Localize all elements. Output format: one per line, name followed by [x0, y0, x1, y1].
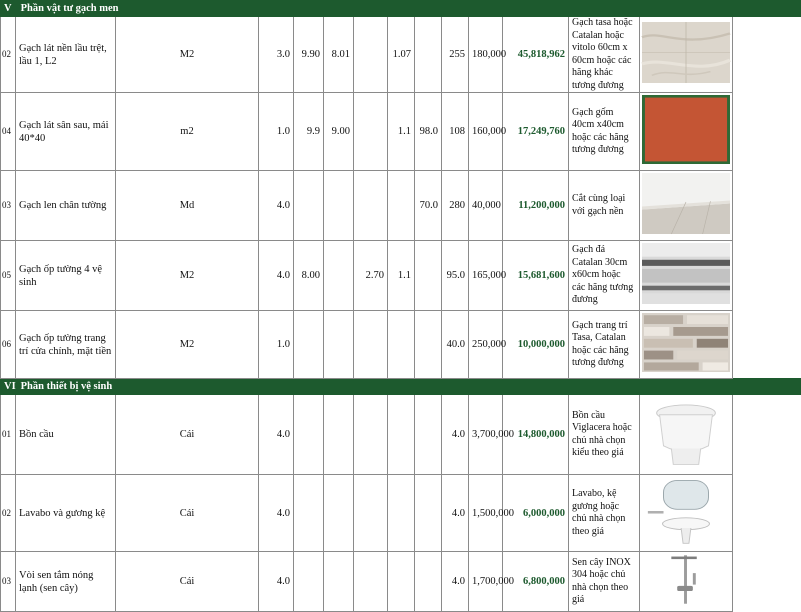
section-title-cell: [1, 1, 801, 17]
item-unit: Md: [116, 171, 259, 241]
item-number: 04: [1, 93, 16, 171]
material-note: Gạch gốm 40cm x40cm hoặc các hãng tương đương: [569, 93, 640, 171]
material-note: Gạch tasa hoặc Catalan hoặc vitolo 60cm x 60cm hoặc các hãng khác tương đương: [569, 17, 640, 93]
dim-a: 9.9: [294, 93, 324, 171]
dim-b: 8.01: [324, 17, 354, 93]
item-number: 02: [1, 475, 16, 552]
item-count: 4.0: [259, 395, 294, 475]
table-row: [1, 395, 801, 475]
factor: 1.1: [388, 93, 415, 171]
quantity: 255: [442, 17, 469, 93]
item-count: 1.0: [259, 311, 294, 379]
item-count: 4.0: [259, 171, 294, 241]
dim-b: [324, 552, 354, 612]
unit-price: 40,000: [469, 171, 503, 241]
item-number: 03: [1, 171, 16, 241]
unit-price: 160,000: [469, 93, 503, 171]
section-number: V: [4, 3, 12, 14]
section-header: [1, 1, 801, 17]
product-image: [640, 93, 733, 171]
product-image: [640, 171, 733, 241]
section-number: VI: [4, 381, 16, 392]
dim-d: 70.0: [415, 171, 442, 241]
factor: [388, 395, 415, 475]
material-note: Sen cây INOX 304 hoặc chủ nhà chọn theo giá: [569, 552, 640, 612]
dim-a: [294, 552, 324, 612]
material-note: Lavabo, kệ gương hoặc chủ nhà chọn theo giá: [569, 475, 640, 552]
table-row: [1, 17, 801, 93]
item-unit: M2: [116, 241, 259, 311]
terracotta-tile-image: [642, 95, 730, 164]
material-note: Gạch đá Catalan 30cm x60cm hoặc các hãng tương đương: [569, 241, 640, 311]
dim-c: [354, 17, 388, 93]
item-name: Gạch lát nền lầu trệt, lầu 1, L2: [16, 17, 116, 93]
dim-b: [324, 241, 354, 311]
dim-c: [354, 171, 388, 241]
line-total: 45,818,962: [503, 17, 569, 93]
dim-d: [415, 395, 442, 475]
product-image: [640, 552, 733, 612]
dim-c: [354, 395, 388, 475]
dim-c: [354, 311, 388, 379]
item-name: Gạch ốp tường 4 vệ sinh: [16, 241, 116, 311]
toilet-image: [642, 397, 730, 468]
quantity: 108: [442, 93, 469, 171]
item-count: 4.0: [259, 241, 294, 311]
product-image: [640, 241, 733, 311]
dim-d: [415, 475, 442, 552]
wall-tile-image: [642, 243, 730, 304]
marble-tile-image: [642, 22, 730, 83]
product-image: [640, 17, 733, 93]
table-row: [1, 311, 801, 379]
table-row: [1, 93, 801, 171]
dim-b: [324, 171, 354, 241]
table-row: [1, 552, 801, 612]
material-note: Cắt cùng loại với gạch nền: [569, 171, 640, 241]
lavabo-image: [642, 477, 730, 545]
item-count: 4.0: [259, 475, 294, 552]
item-unit: m2: [116, 93, 259, 171]
dim-a: [294, 171, 324, 241]
item-unit: Cái: [116, 552, 259, 612]
item-name: Gạch len chân tường: [16, 171, 116, 241]
quantity: 4.0: [442, 395, 469, 475]
dim-b: [324, 475, 354, 552]
item-name: Gạch ốp tường trang trí cửa chính, mặt tiền: [16, 311, 116, 379]
dim-a: 8.00: [294, 241, 324, 311]
quantity: 4.0: [442, 552, 469, 612]
item-name: Lavabo và gương kệ: [16, 475, 116, 552]
shower-image: [642, 554, 730, 605]
dim-d: [415, 552, 442, 612]
line-total: 14,800,000: [503, 395, 569, 475]
dim-a: [294, 475, 324, 552]
unit-price: 1,500,000: [469, 475, 503, 552]
factor: 1.07: [388, 17, 415, 93]
section-title: Phần vật tư gạch men: [20, 3, 119, 14]
dim-d: 98.0: [415, 93, 442, 171]
line-total: 15,681,600: [503, 241, 569, 311]
material-note: Bồn cầu Viglacera hoặc chủ nhà chọn kiểu theo giá: [569, 395, 640, 475]
unit-price: 165,000: [469, 241, 503, 311]
item-number: 06: [1, 311, 16, 379]
section-title-cell: [1, 379, 801, 395]
dim-c: [354, 552, 388, 612]
quantity: 280: [442, 171, 469, 241]
dim-a: [294, 395, 324, 475]
factor: [388, 475, 415, 552]
item-name: Vòi sen tắm nóng lạnh (sen cây): [16, 552, 116, 612]
table-row: [1, 241, 801, 311]
line-total: 10,000,000: [503, 311, 569, 379]
item-number: 05: [1, 241, 16, 311]
line-total: 11,200,000: [503, 171, 569, 241]
dim-d: [415, 17, 442, 93]
table-row: [1, 171, 801, 241]
item-number: 01: [1, 395, 16, 475]
section-header: [1, 379, 801, 395]
item-unit: M2: [116, 311, 259, 379]
item-number: 02: [1, 17, 16, 93]
item-unit: Cái: [116, 475, 259, 552]
item-unit: M2: [116, 17, 259, 93]
dim-b: 9.00: [324, 93, 354, 171]
dim-d: [415, 311, 442, 379]
item-name: Bồn cầu: [16, 395, 116, 475]
dim-b: [324, 311, 354, 379]
unit-price: 3,700,000: [469, 395, 503, 475]
item-name: Gạch lát sân sau, mái 40*40: [16, 93, 116, 171]
table-row: [1, 475, 801, 552]
dim-d: [415, 241, 442, 311]
line-total: 17,249,760: [503, 93, 569, 171]
product-image: [640, 311, 733, 379]
quantity: 4.0: [442, 475, 469, 552]
product-image: [640, 395, 733, 475]
quantity: 95.0: [442, 241, 469, 311]
dim-c: 2.70: [354, 241, 388, 311]
factor: [388, 311, 415, 379]
unit-price: 180,000: [469, 17, 503, 93]
item-count: 1.0: [259, 93, 294, 171]
decor-tile-image: [642, 313, 730, 372]
dim-a: 9.90: [294, 17, 324, 93]
item-count: 3.0: [259, 17, 294, 93]
dim-b: [324, 395, 354, 475]
item-unit: Cái: [116, 395, 259, 475]
factor: [388, 171, 415, 241]
item-count: 4.0: [259, 552, 294, 612]
product-image: [640, 475, 733, 552]
skirting-tile-image: [642, 173, 730, 234]
factor: [388, 552, 415, 612]
section-title: Phần thiết bị vệ sinh: [20, 381, 113, 392]
item-number: 03: [1, 552, 16, 612]
dim-c: [354, 475, 388, 552]
dim-a: [294, 311, 324, 379]
line-total: 6,000,000: [503, 475, 569, 552]
line-total: 6,800,000: [503, 552, 569, 612]
factor: 1.1: [388, 241, 415, 311]
unit-price: 250,000: [469, 311, 503, 379]
quantity: 40.0: [442, 311, 469, 379]
unit-price: 1,700,000: [469, 552, 503, 612]
material-note: Gạch trang trí Tasa, Catalan hoặc các hãng tương đương: [569, 311, 640, 379]
dim-c: [354, 93, 388, 171]
